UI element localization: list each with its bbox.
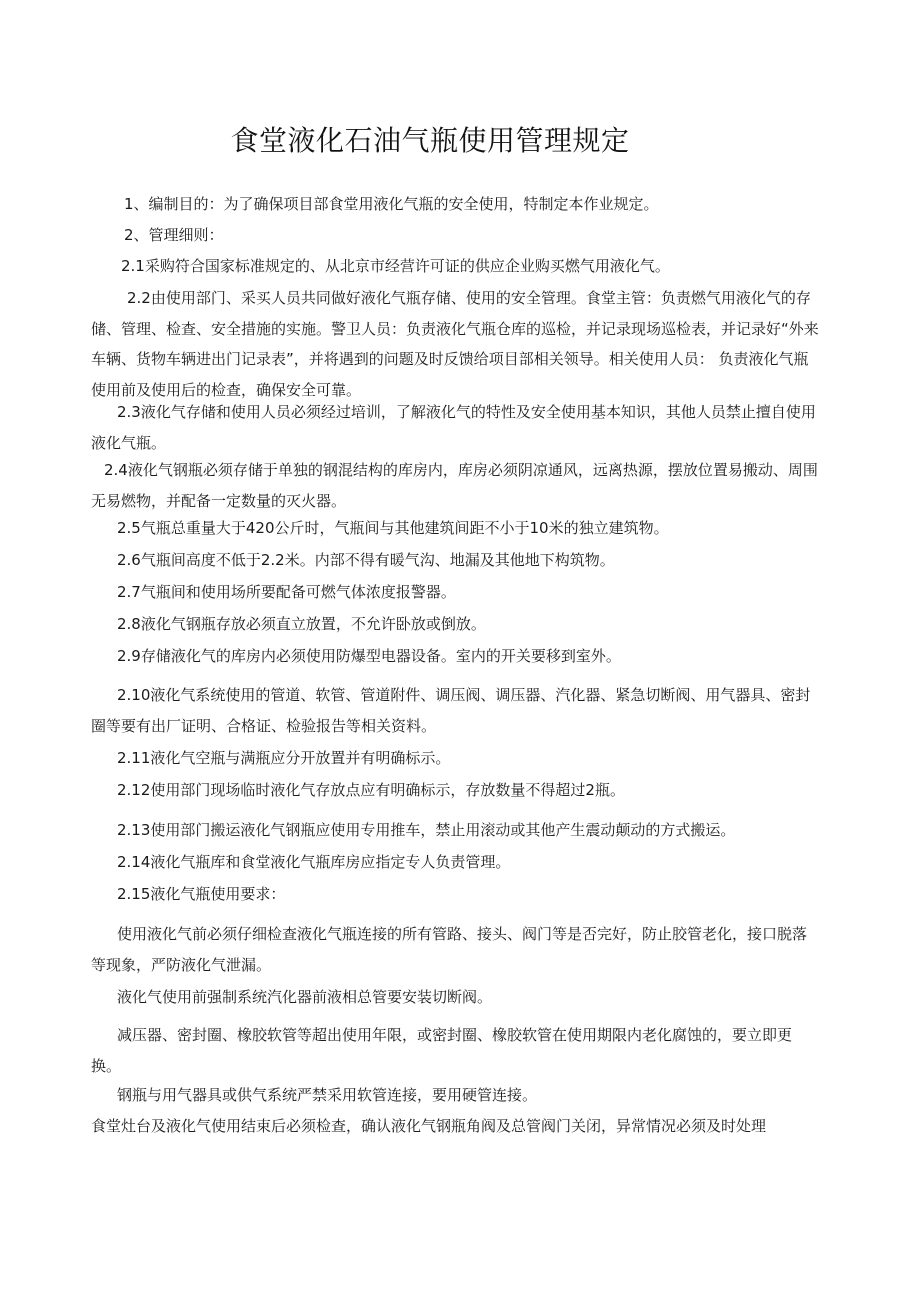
paragraph-2-10: 2.10液化气系统使用的管道、软管、管道附件、调压阀、调压器、汽化器、紧急切断阀、用气器具、密封圈等要有出厂证明、合格证、检验报告等相关资料。 (91, 686, 811, 735)
document-title: 食堂液化石油气瓶使用管理规定 (230, 124, 630, 157)
paragraph-2-13: 2.13使用部门搬运液化气钢瓶应使用专用推车，禁止用滚动或其他产生震动颠动的方式搬运。 (117, 821, 736, 839)
paragraph-2-rules-heading: 2、管理细则： (124, 226, 224, 244)
paragraph-2-7: 2.7气瓶间和使用场所要配备可燃气体浓度报警器。 (117, 583, 456, 601)
paragraph-2-2: 2.2由使用部门、采买人员共同做好液化气瓶存储、使用的安全管理。食堂主管：负责燃气用液化气的存储、管理、检查、安全措施的实施。警卫人员：负责液化气瓶仓库的巡检，并记录现场巡检表，并记录好“外来车辆、货物车辆进出门记录表”，并将遇到的问题及时反馈给项目部相关领导。相关使用人员： 负责液化气瓶使用前及使用后的检查，确保安全可靠。 (91, 289, 819, 399)
requirement-inspect-before-use: 使用液化气前必须仔细检查液化气瓶连接的所有管路、接头、阀门等是否完好，防止胶管老化，接口脱落等现象，严防液化气泄漏。 (91, 925, 808, 974)
paragraph-2-15: 2.15液化气瓶使用要求： (117, 885, 286, 903)
paragraph-2-8: 2.8液化气钢瓶存放必须直立放置，不允许卧放或倒放。 (117, 615, 486, 633)
requirement-check-after-use: 食堂灶台及液化气使用结束后必须检查，确认液化气钢瓶角阀及总管阀门关闭，异常情况必须及时处理 (91, 1117, 767, 1135)
paragraph-2-14: 2.14液化气瓶库和食堂液化气瓶库房应指定专人负责管理。 (117, 853, 511, 871)
requirement-hard-pipe-connection: 钢瓶与用气器具或供气系统严禁采用软管连接，要用硬管连接。 (117, 1086, 538, 1104)
paragraph-2-4: 2.4液化气钢瓶必须存储于单独的钢混结构的库房内，库房必须阴凉通风，远离热源，摆放位置易搬动、周围无易燃物，并配备一定数量的灭火器。 (91, 461, 818, 510)
paragraph-1-purpose: 1、编制目的：为了确保项目部食堂用液化气瓶的安全使用，特制定本作业规定。 (124, 195, 659, 213)
paragraph-2-6: 2.6气瓶间高度不低于2.2米。内部不得有暖气沟、地漏及其他地下构筑物。 (117, 551, 615, 569)
paragraph-2-12: 2.12使用部门现场临时液化气存放点应有明确标示，存放数量不得超过2瓶。 (117, 781, 625, 799)
requirement-cutoff-valve: 液化气使用前强制系统汽化器前液相总管要安装切断阀。 (117, 988, 493, 1006)
paragraph-2-11: 2.11液化气空瓶与满瓶应分开放置并有明确标示。 (117, 749, 451, 767)
paragraph-2-1: 2.1采购符合国家标准规定的、从北京市经营许可证的供应企业购买燃气用液化气。 (121, 257, 670, 275)
requirement-replace-aged-parts: 减压器、密封圈、橡胶软管等超出使用年限，或密封圈、橡胶软管在使用期限内老化腐蚀的，要立即更换。 (91, 1026, 793, 1075)
paragraph-2-9: 2.9存储液化气的库房内必须使用防爆型电器设备。室内的开关要移到室外。 (117, 647, 621, 665)
paragraph-2-3: 2.3液化气存储和使用人员必须经过培训，了解液化气的特性及安全使用基本知识，其他人员禁止擅自使用液化气瓶。 (91, 403, 816, 452)
paragraph-2-5: 2.5气瓶总重量大于420公斤时，气瓶间与其他建筑间距不小于10米的独立建筑物。 (117, 519, 669, 537)
